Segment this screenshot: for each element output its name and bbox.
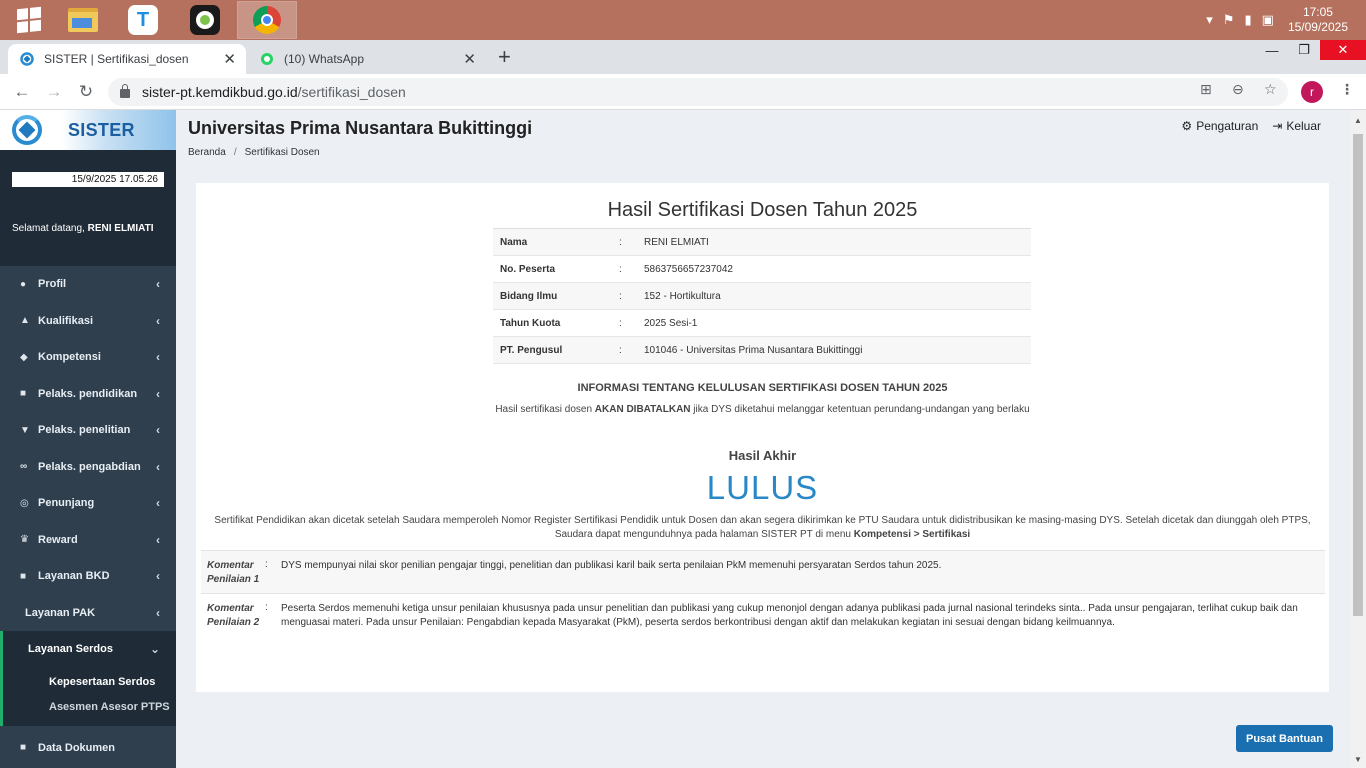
notice-bold: AKAN DIBATALKAN <box>594 404 691 415</box>
breadcrumb <box>188 147 320 158</box>
help-center-button[interactable]: Pusat Bantuan <box>1236 725 1333 752</box>
sidebar-item-penunjang[interactable] <box>0 485 176 522</box>
sidebar-item-label: Profil <box>38 278 67 291</box>
table-row <box>493 256 1031 283</box>
sidebar-item-label: Pelaks. penelitian <box>38 424 131 437</box>
browser-tabstrip <box>0 40 1366 74</box>
sidebar-item-label: Layanan PAK <box>25 606 96 619</box>
row-key: Bidang Ilmu <box>500 290 558 302</box>
breadcrumb-home[interactable]: Beranda <box>188 147 226 158</box>
chevron-left-icon: ‹ <box>156 350 160 365</box>
system-tray <box>1206 0 1366 40</box>
clock[interactable] <box>1288 5 1348 35</box>
sidebar-item-layanan-serdos[interactable] <box>0 631 176 668</box>
url-host: sister-pt.kemdikbud.go.id <box>142 84 298 100</box>
row-value: 101046 - Universitas Prima Nusantara Bukittinggi <box>644 344 863 356</box>
participant-info-table <box>493 228 1031 364</box>
sidebar-item-label: Kompetensi <box>38 351 101 364</box>
final-result-value: LULUS <box>706 469 819 506</box>
scroll-thumb[interactable] <box>1353 134 1363 616</box>
table-row <box>493 229 1031 256</box>
windows-start-icon[interactable] <box>0 2 58 38</box>
flask-icon: ▼ <box>20 424 30 436</box>
row-key: Tahun Kuota <box>500 317 561 329</box>
certificate-info <box>206 514 1319 542</box>
flag-icon[interactable]: ⚑ <box>1222 12 1235 27</box>
table-row <box>493 310 1031 337</box>
breadcrumb-current: Sertifikasi Dosen <box>244 147 320 158</box>
window-controls <box>1256 40 1366 60</box>
sidebar-item-data-dokumen[interactable] <box>0 730 176 767</box>
link-icon: ∞ <box>20 461 28 473</box>
sidebar-item-pelaks-pengabdian[interactable] <box>0 449 176 486</box>
scroll-down-icon[interactable]: ▼ <box>1354 755 1362 764</box>
sister-logo-icon <box>12 115 42 145</box>
camera-app-icon[interactable] <box>176 2 234 38</box>
top-links <box>1181 119 1321 133</box>
serdos-submenu <box>0 668 176 726</box>
tab-close-icon[interactable]: ✕ <box>223 51 236 68</box>
sidebar-item-pelaks-penelitian[interactable] <box>0 412 176 449</box>
sidebar-item-layanan-pak[interactable] <box>0 595 176 632</box>
comment-value: Peserta Serdos memenuhi ketiga unsur penilaian khususnya pada unsur penelitian dan publikasi yang cukup menonjol dengan adanya publikasi pada jurnal nasional terindeks sinta.. Pada unsur pengajaran, terlihat cukup baik dan menguasai materi. Pada unsur Penilaian: Pengabdian kepada Masyarakat (PkM), peserta serdos berkontribusi dengan aktif dan melakukan kegiatan ini sesuai dengan bidang keilmuannya. <box>281 603 1298 628</box>
notice-pre: Hasil sertifikasi dosen <box>495 404 595 415</box>
chevron-up-icon[interactable]: ▾ <box>1206 12 1213 27</box>
row-value: 5863756657237042 <box>644 263 733 275</box>
profile-avatar[interactable]: r <box>1301 81 1323 103</box>
battery-icon[interactable]: ▮ <box>1244 12 1252 27</box>
person-icon: ● <box>20 278 27 290</box>
row-value: RENI ELMIATI <box>644 236 709 248</box>
kebab-menu-icon[interactable]: ⋮ <box>1340 81 1354 97</box>
chevron-left-icon: ‹ <box>156 386 160 401</box>
sidebar-item-kompetensi[interactable] <box>0 339 176 376</box>
submenu-item-kepesertaan-serdos[interactable]: Kepesertaan Serdos <box>49 676 156 688</box>
chevron-left-icon: ‹ <box>156 423 160 438</box>
result-card <box>196 183 1329 692</box>
scroll-up-icon[interactable]: ▲ <box>1354 116 1362 125</box>
app-icon[interactable]: T <box>114 2 172 38</box>
table-row <box>493 283 1031 310</box>
main-content <box>176 110 1350 768</box>
sidebar-item-label: Pelaks. pendidikan <box>38 387 138 400</box>
address-bar[interactable] <box>108 78 1288 106</box>
support-icon: ◎ <box>20 497 29 509</box>
comment-value: DYS mempunyai nilai skor penilian pengajar tinggi, penelitian dan publikasi karil baik serta penilaian PkM memenuhi persyaratan Serdos tahun 2025. <box>281 560 942 571</box>
notice-post: jika DYS diketahui melanggar ketentuan perundang-undangan yang berlaku <box>690 404 1030 415</box>
trophy-icon: ♛ <box>20 534 29 546</box>
row-colon: : <box>619 344 622 356</box>
chevron-left-icon: ‹ <box>156 313 160 328</box>
folder-icon: ■ <box>20 742 27 754</box>
sidebar-item-label: Kualifikasi <box>38 314 94 327</box>
comment-row <box>201 550 1325 593</box>
sidebar-menu <box>0 266 176 766</box>
file-explorer-icon[interactable] <box>54 2 112 38</box>
sidebar-item-label: Data Dokumen <box>38 741 116 754</box>
reload-icon[interactable]: ↻ <box>78 82 94 101</box>
close-window-icon[interactable]: ✕ <box>1320 40 1366 60</box>
restore-icon[interactable]: ❐ <box>1298 42 1310 57</box>
clock-date: 15/09/2025 <box>1287 20 1348 34</box>
tab-sister[interactable] <box>8 44 246 74</box>
sidebar-item-label: Layanan BKD <box>38 570 110 583</box>
sidebar-item-label: Reward <box>38 533 78 546</box>
whatsapp-favicon-icon <box>260 52 274 66</box>
result-title: Hasil Sertifikasi Dosen Tahun 2025 <box>607 199 918 221</box>
chevron-left-icon: ‹ <box>156 569 160 584</box>
back-arrow-icon[interactable]: ← <box>13 82 31 101</box>
translate-icon[interactable]: ⊞ <box>1200 81 1212 97</box>
graduation-cap-icon: ▲ <box>20 315 30 327</box>
welcome-text <box>12 223 154 234</box>
lock-icon[interactable] <box>120 89 130 98</box>
row-colon: : <box>619 236 622 248</box>
chevron-left-icon: ‹ <box>156 532 160 547</box>
datetime-display: 15/9/2025 17.05.26 <box>12 172 164 187</box>
sidebar-item-pelaks-pendidikan[interactable] <box>0 376 176 413</box>
breadcrumb-separator: / <box>233 147 237 158</box>
notice-text <box>196 404 1329 415</box>
sidebar-item-reward[interactable] <box>0 522 176 559</box>
user-panel <box>0 150 176 266</box>
chevron-left-icon: ‹ <box>156 496 160 511</box>
briefcase-icon: ■ <box>20 570 27 582</box>
chevron-left-icon: ‹ <box>156 277 160 292</box>
brand-name: SISTER <box>68 119 135 140</box>
final-result-label: Hasil Akhir <box>728 448 797 463</box>
user-name: RENI ELMIATI <box>87 223 154 234</box>
row-value: 152 - Hortikultura <box>644 290 721 302</box>
book-icon: ■ <box>20 388 27 400</box>
minimize-icon[interactable]: — <box>1265 42 1279 58</box>
tab-label: SISTER | Sertifikasi_dosen <box>44 52 189 66</box>
chevron-left-icon: ‹ <box>156 605 160 620</box>
comment-colon: : <box>265 559 268 570</box>
chrome-icon[interactable] <box>238 2 296 38</box>
notice-heading: INFORMASI TENTANG KELULUSAN SERTIFIKASI DOSEN TAHUN 2025 <box>577 382 948 394</box>
table-row <box>493 337 1031 364</box>
url-path: /sertifikasi_dosen <box>297 84 406 100</box>
certificate-menu-path: Kompetensi > Sertifikasi <box>853 529 971 540</box>
row-key: PT. Pengusul <box>500 344 563 356</box>
sign-out-icon: ⇥ <box>1272 119 1283 133</box>
tab-close-icon[interactable]: ✕ <box>463 51 476 68</box>
assessment-comments <box>201 550 1325 636</box>
sidebar-item-label: Layanan Serdos <box>28 643 113 656</box>
welcome-prefix: Selamat datang, <box>12 223 88 234</box>
certificate-text: Sertifikat Pendidikan akan dicetak setelah Saudara memperoleh Nomor Register Sertifikasi Pendidik untuk Dosen dan akan segera dikirimkan ke PTU Saudara untuk didistribusikan ke masing-masing DYS. Setelah dicetak dan diunggah oleh PTPS, Saudara dapat mengunduhnya pada halaman SISTER PT di menu <box>214 515 1311 540</box>
settings-label: Pengaturan <box>1196 119 1259 133</box>
row-value: 2025 Sesi-1 <box>644 317 698 329</box>
row-colon: : <box>619 263 622 275</box>
page-scrollbar[interactable] <box>1350 110 1366 768</box>
tab-whatsapp[interactable] <box>248 44 486 74</box>
forward-arrow-icon[interactable]: → <box>45 82 63 101</box>
row-key: Nama <box>500 236 528 248</box>
chevron-down-icon: ⌄ <box>149 642 160 657</box>
network-icon[interactable]: ▣ <box>1261 12 1274 27</box>
sidebar-item-profil[interactable] <box>0 266 176 303</box>
bookmark-star-icon[interactable]: ☆ <box>1264 81 1277 97</box>
tab-label: (10) WhatsApp <box>284 52 365 66</box>
comment-colon: : <box>265 602 268 613</box>
cubes-icon: ◆ <box>20 351 28 363</box>
logout-link[interactable] <box>1272 119 1321 133</box>
page-title: Universitas Prima Nusantara Bukittinggi <box>188 118 533 138</box>
zoom-icon[interactable]: ⊖ <box>1232 81 1244 97</box>
comment-key: Komentar Penilaian 1 <box>207 560 260 585</box>
sidebar-item-layanan-bkd[interactable] <box>0 558 176 595</box>
comment-row <box>201 593 1325 636</box>
sister-favicon-icon <box>20 52 34 66</box>
windows-taskbar <box>0 0 1366 40</box>
sidebar-item-label: Pelaks. pengabdian <box>38 460 141 473</box>
sidebar-item-kualifikasi[interactable] <box>0 303 176 340</box>
browser-toolbar <box>0 74 1366 110</box>
comment-key: Komentar Penilaian 2 <box>207 603 260 628</box>
new-tab-button[interactable]: + <box>498 44 511 69</box>
sidebar <box>0 110 176 768</box>
row-colon: : <box>619 290 622 302</box>
row-colon: : <box>619 317 622 329</box>
submenu-item-asesmen-asesor[interactable]: Asesmen Asesor PTPS <box>49 701 170 713</box>
brand[interactable] <box>0 110 176 150</box>
row-key: No. Peserta <box>500 263 556 275</box>
settings-link[interactable] <box>1181 119 1258 133</box>
logout-label: Keluar <box>1286 119 1321 133</box>
sidebar-item-label: Penunjang <box>38 497 95 510</box>
clock-time: 17:05 <box>1302 5 1333 19</box>
chevron-left-icon: ‹ <box>156 459 160 474</box>
gear-icon: ⚙ <box>1181 119 1193 133</box>
